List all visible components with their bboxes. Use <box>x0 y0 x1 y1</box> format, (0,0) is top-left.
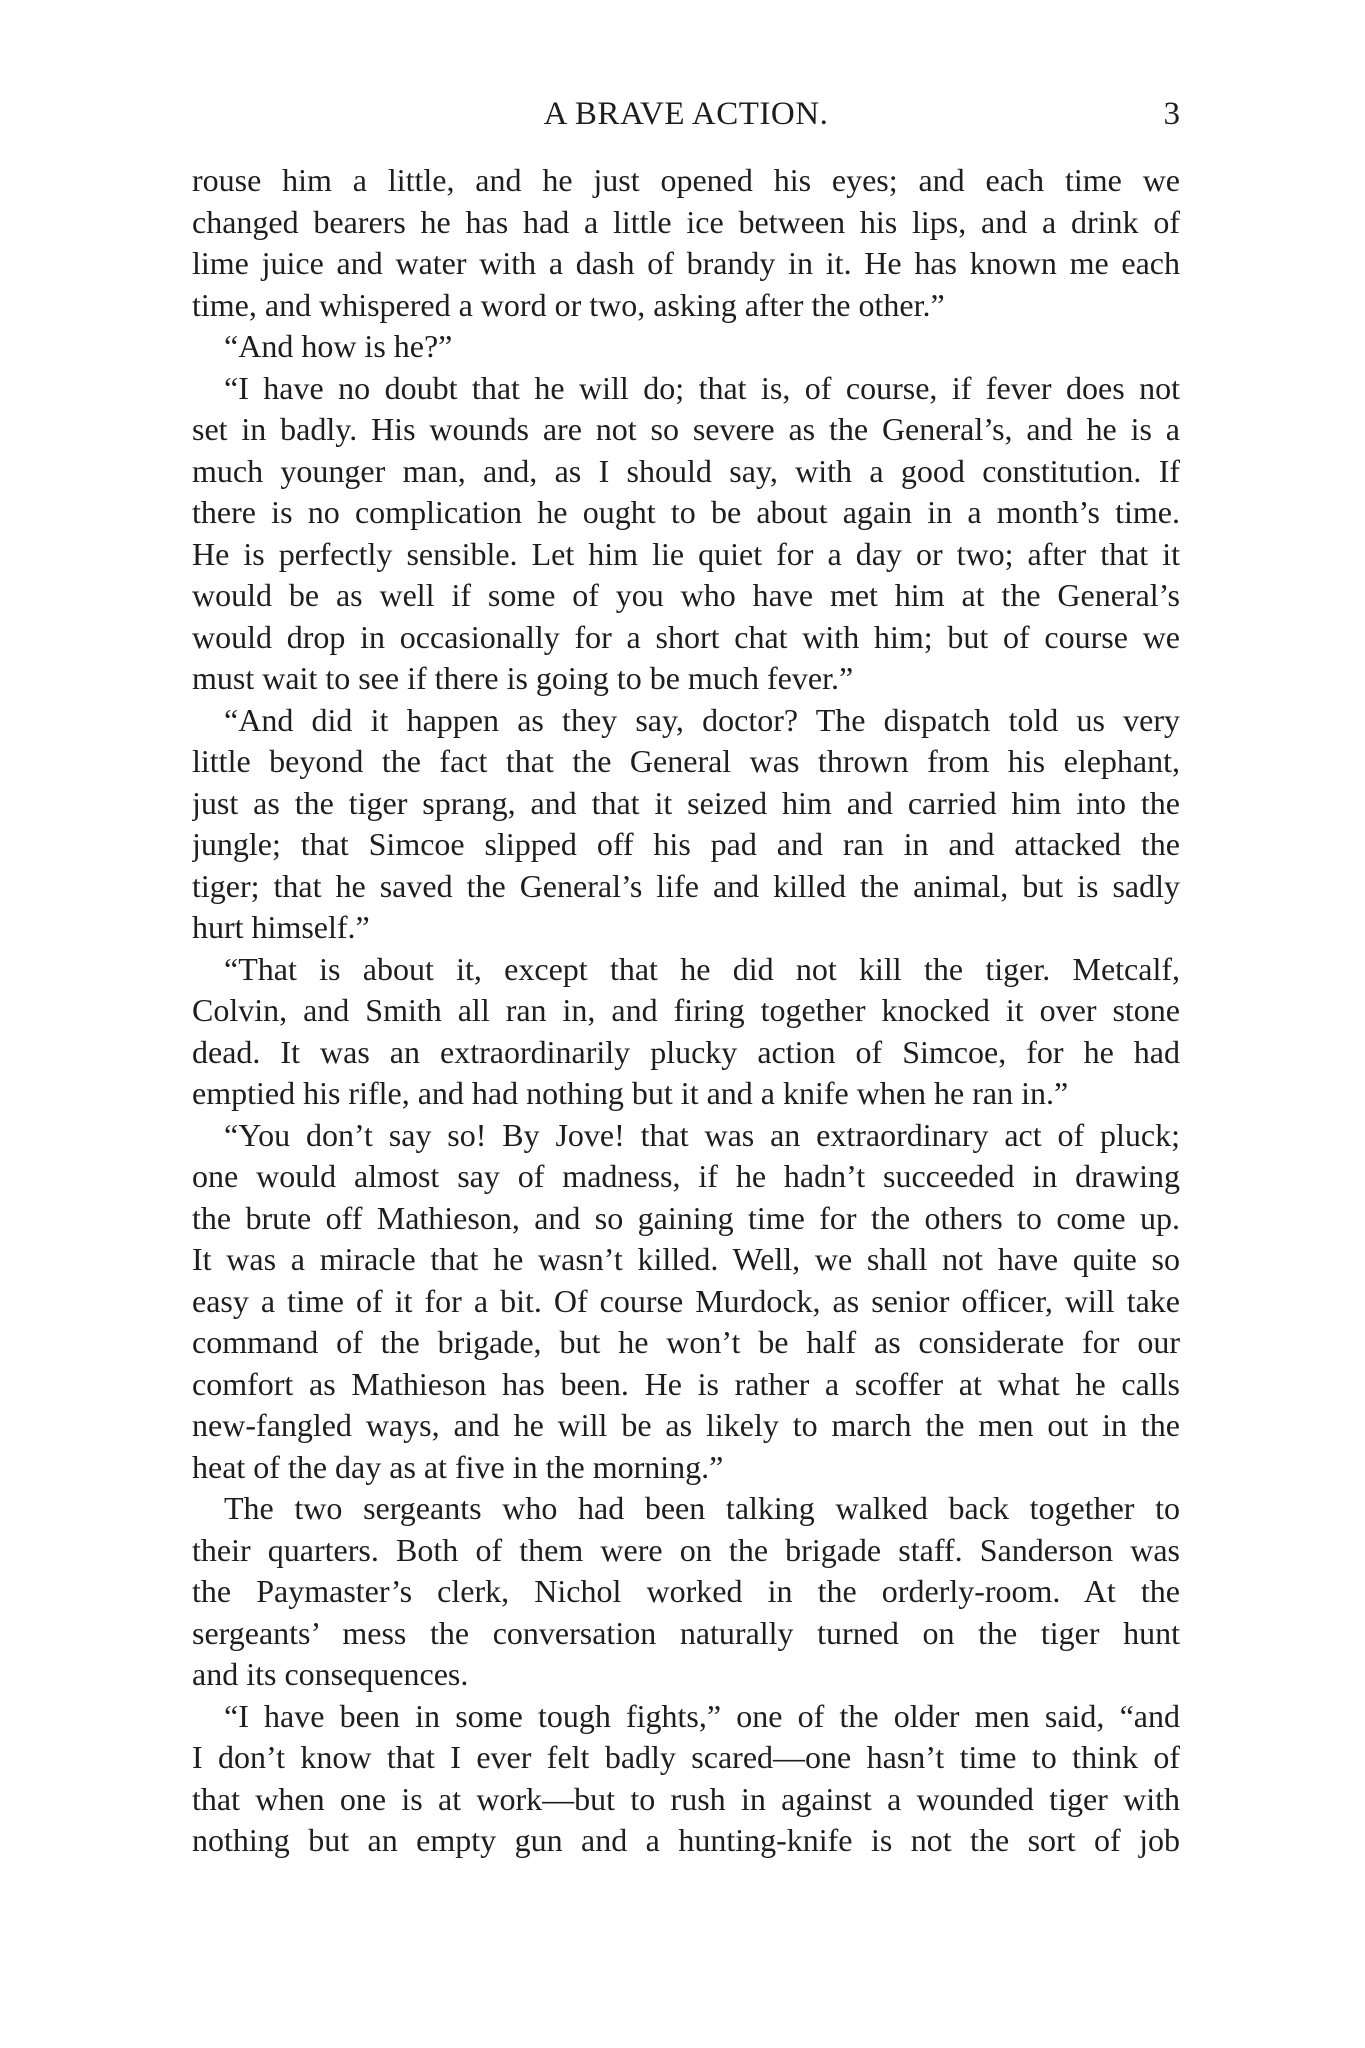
text-line: must wait to see if there is going to be much fever.” <box>192 660 854 696</box>
text-line: command of the brigade, but he won’t be half as considerate for our <box>192 1324 1180 1360</box>
text-line: just as the tiger sprang, and that it seized him and carried him into the <box>192 784 1180 821</box>
text-line: sergeants’ mess the conversation naturally turned on the tiger hunt <box>192 1614 1180 1651</box>
running-header <box>192 92 1180 136</box>
text-line: one would almost say of madness, if he hadn’t succeeded in drawing <box>192 1158 1180 1194</box>
page-number: 3 <box>1163 96 1180 132</box>
text-line: changed bearers he has had a little ice between his lips, and a drink of <box>192 203 1180 240</box>
text-line: comfort as Mathieson has been. He is rather a scoffer at what he calls <box>192 1365 1180 1402</box>
text-line: The two sergeants who had been talking walked back together to <box>224 1490 1180 1526</box>
text-line: “You don’t say so! By Jove! that was an extraordinary act of pluck; <box>224 1116 1180 1153</box>
text-line: “And did it happen as they say, doctor? The dispatch told us very <box>224 701 1180 738</box>
text-line: “I have been in some tough fights,” one of the older men said, “and <box>224 1697 1180 1734</box>
text-line: much younger man, and, as I should say, with a good constitution. If <box>192 452 1180 489</box>
text-line: that when one is at work—but to rush in against a wounded tiger with <box>192 1780 1180 1817</box>
text-line: emptied his rifle, and had nothing but it and a knife when he ran in.” <box>192 1075 1069 1111</box>
text-line: and its consequences. <box>192 1656 469 1692</box>
text-line: time, and whispered a word or two, asking after the other.” <box>192 286 945 323</box>
text-line: Colvin, and Smith all ran in, and firing together knocked it over stone <box>192 992 1180 1028</box>
body-text <box>192 160 1180 1862</box>
text-line: nothing but an empty gun and a hunting-knife is not the sort of job <box>192 1822 1180 1858</box>
text-line: little beyond the fact that the General was thrown from his elephant, <box>192 743 1180 779</box>
text-line: the Paymaster’s clerk, Nichol worked in the orderly-room. At the <box>192 1573 1180 1609</box>
text-line: jungle; that Simcoe slipped off his pad and ran in and attacked the <box>192 826 1180 862</box>
text-line: tiger; that he saved the General’s life and killed the animal, but is sadly <box>192 867 1180 904</box>
text-line: there is no complication he ought to be about again in a month’s time. <box>192 494 1180 530</box>
text-line: I don’t know that I ever felt badly scared—one hasn’t time to think of <box>192 1739 1180 1775</box>
running-title: A BRAVE ACTION. <box>543 96 829 132</box>
text-line: hurt himself.” <box>192 909 370 945</box>
text-line: “And how is he?” <box>224 328 453 364</box>
text-line: He is perfectly sensible. Let him lie quiet for a day or two; after that it <box>192 535 1180 572</box>
text-line: “I have no doubt that he will do; that is, of course, if fever does not <box>224 369 1180 406</box>
text-line: set in badly. His wounds are not so severe as the General’s, and he is a <box>192 411 1180 447</box>
text-line: their quarters. Both of them were on the brigade staff. Sanderson was <box>192 1531 1180 1568</box>
text-line: dead. It was an extraordinarily plucky action of Simcoe, for he had <box>192 1033 1180 1070</box>
text-line: would be as well if some of you who have met him at the General’s <box>192 577 1180 613</box>
text-line: lime juice and water with a dash of brandy in it. He has known me each <box>192 245 1180 281</box>
text-line: heat of the day as at five in the morning.” <box>192 1448 724 1485</box>
text-line: easy a time of it for a bit. Of course Murdock, as senior officer, will take <box>192 1282 1180 1319</box>
text-line: new-fangled ways, and he will be as likely to march the men out in the <box>192 1407 1180 1443</box>
text-line: “That is about it, except that he did not kill the tiger. Metcalf, <box>224 950 1180 987</box>
text-line: the brute off Mathieson, and so gaining time for the others to come up. <box>192 1199 1180 1236</box>
text-line: rouse him a little, and he just opened his eyes; and each time we <box>192 162 1180 198</box>
text-line: would drop in occasionally for a short chat with him; but of course we <box>192 618 1180 655</box>
text-line: It was a miracle that he wasn’t killed. Well, we shall not have quite so <box>192 1241 1180 1277</box>
